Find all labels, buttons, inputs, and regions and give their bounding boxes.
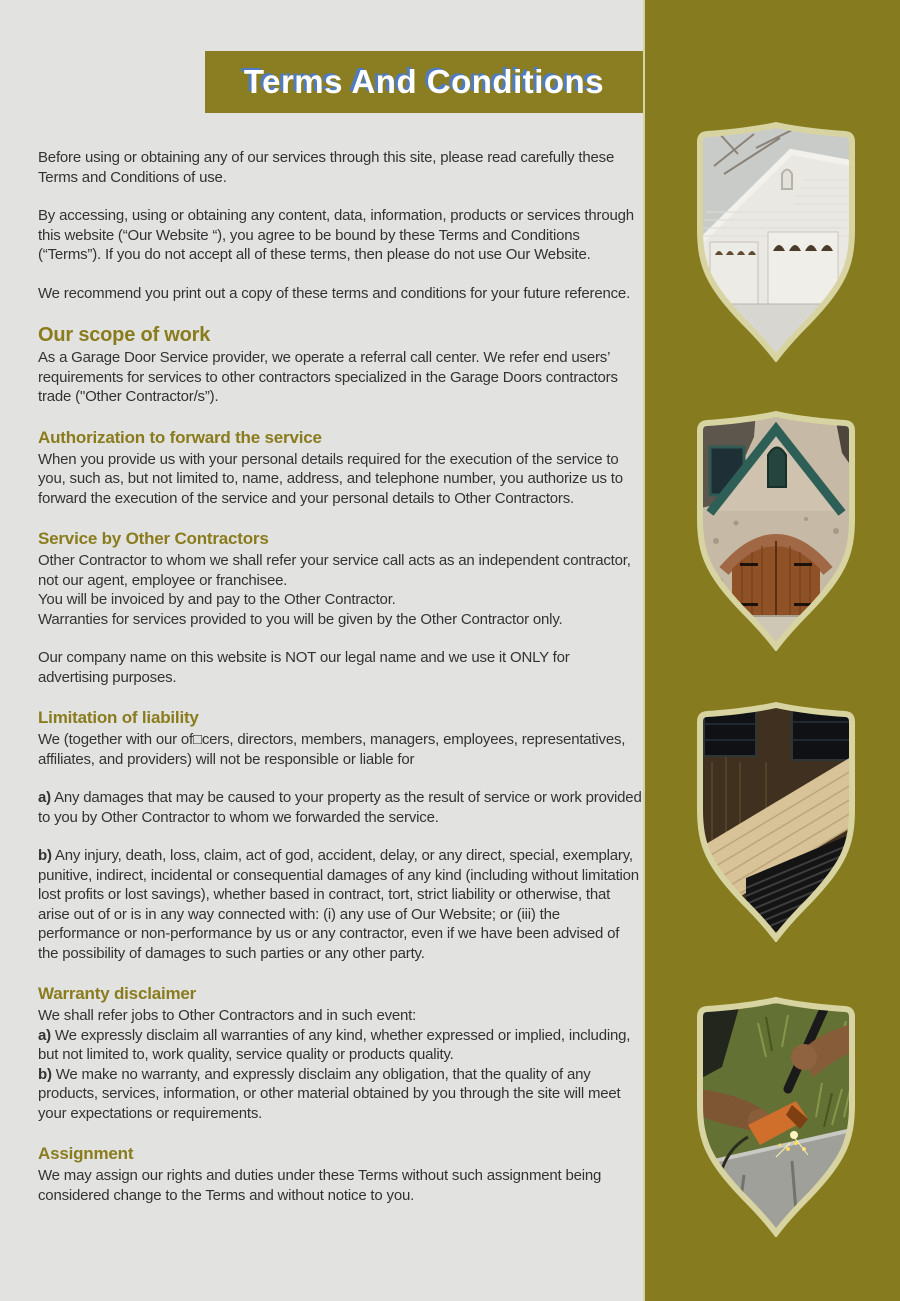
section-paragraph-assignment: We may assign our rights and duties under these Terms without such assignment being considered change to the Terms and without notice to you. [38, 1167, 602, 1204]
title-banner [205, 51, 643, 113]
section-paragraph-limitation-of-liability: a) Any damages that may be caused to your property as the result of service or work provided to you by Other Contractor to whom we forwarded the service. [38, 789, 642, 826]
shield-image-svg [696, 997, 856, 1237]
section-paragraph-service-by-other-contractors: Our company name on this website is NOT our legal name and we use it ONLY for advertising purposes. [38, 649, 570, 686]
section-paragraph-scope: As a Garage Door Service provider, we operate a referral call center. We refer end users’ requirements for services to other contractors specialized in the Garage Doors contractors trade ("Other Contractor/s”). [38, 349, 618, 405]
section-paragraph-service-by-other-contractors: Other Contractor to whom we shall refer your service call acts as an independent contractor, not our agent, employee or franchisee. You will be invoiced by and pay to the Other Contractor. Warranties for services provided to you will be given by the Other Contractor only. [38, 552, 631, 628]
section-paragraph-limitation-of-liability: We (together with our of□cers, directors, members, managers, employees, representatives, affiliates, and providers) will not be responsible or liable for [38, 731, 626, 768]
photo-illustration [696, 122, 856, 362]
photo-illustration [696, 411, 856, 651]
photo-illustration [696, 702, 856, 942]
sidebar [643, 0, 900, 1301]
garage-photo-1 [696, 122, 856, 362]
section-heading-limitation-of-liability: Limitation of liability [38, 708, 199, 727]
section-paragraph-limitation-of-liability: b) Any injury, death, loss, claim, act of god, accident, delay, or any direct, special, exemplary, punitive, indirect, incidental or consequential damages of any kind (including without limitation lost profits or lost savings), whether based in contract, tort, strict liability or otherwise, that arise out of or is in any way connected with: (i) any use of Our Website; or (iii) the performance or non-performance by us or any contractor, even if we have been advised of the possibility of damages to such parties or any other party. [38, 847, 639, 962]
page-title: Terms And Conditions [243, 63, 605, 100]
garage-photo-3 [696, 702, 856, 942]
section-heading-scope: Our scope of work [38, 324, 211, 346]
section-heading-warranty-disclaimer: Warranty disclaimer [38, 984, 197, 1003]
shield-image-svg [696, 411, 856, 651]
section-paragraph-authorization: When you provide us with your personal details required for the execution of the service to you, such as, but not limited to, name, address, and telephone number, you authorize us to forward the execution of the service and your personal details to Other Contractors. [38, 450, 623, 507]
intro-paragraph: By accessing, using or obtaining any content, data, information, products or services through this website (“Our Website “), you agree to be bound by these Terms and Conditions (“Terms”). If you do not accept all of these terms, then please do not use Our Website. [38, 207, 634, 263]
intro-paragraph: We recommend you print out a copy of these terms and conditions for your future reference. [38, 284, 631, 302]
intro-paragraph: Before using or obtaining any of our services through this site, please read carefully these Terms and Conditions of use. [38, 149, 615, 186]
section-paragraph-warranty-disclaimer: We shall refer jobs to Other Contractors and in such event: a) We expressly disclaim all warranties of any kind, whether expressed or implied, including, but not limited to, work quality, service quality or products quality. b) We make no warranty, and expressly disclaim any obligation, that the quality of any products, services, information, or other material obtained by you through the site will meet your expectations or requirements. [38, 1007, 631, 1122]
photo-illustration [696, 997, 856, 1237]
section-heading-service-by-other-contractors: Service by Other Contractors [38, 529, 269, 548]
shield-image-svg [696, 122, 856, 362]
shield-image-svg [696, 702, 856, 942]
garage-photo-4 [696, 997, 856, 1237]
section-heading-assignment: Assignment [38, 1144, 134, 1163]
terms-text [38, 0, 642, 1205]
section-heading-authorization: Authorization to forward the service [38, 427, 322, 447]
garage-photo-2 [696, 411, 856, 651]
